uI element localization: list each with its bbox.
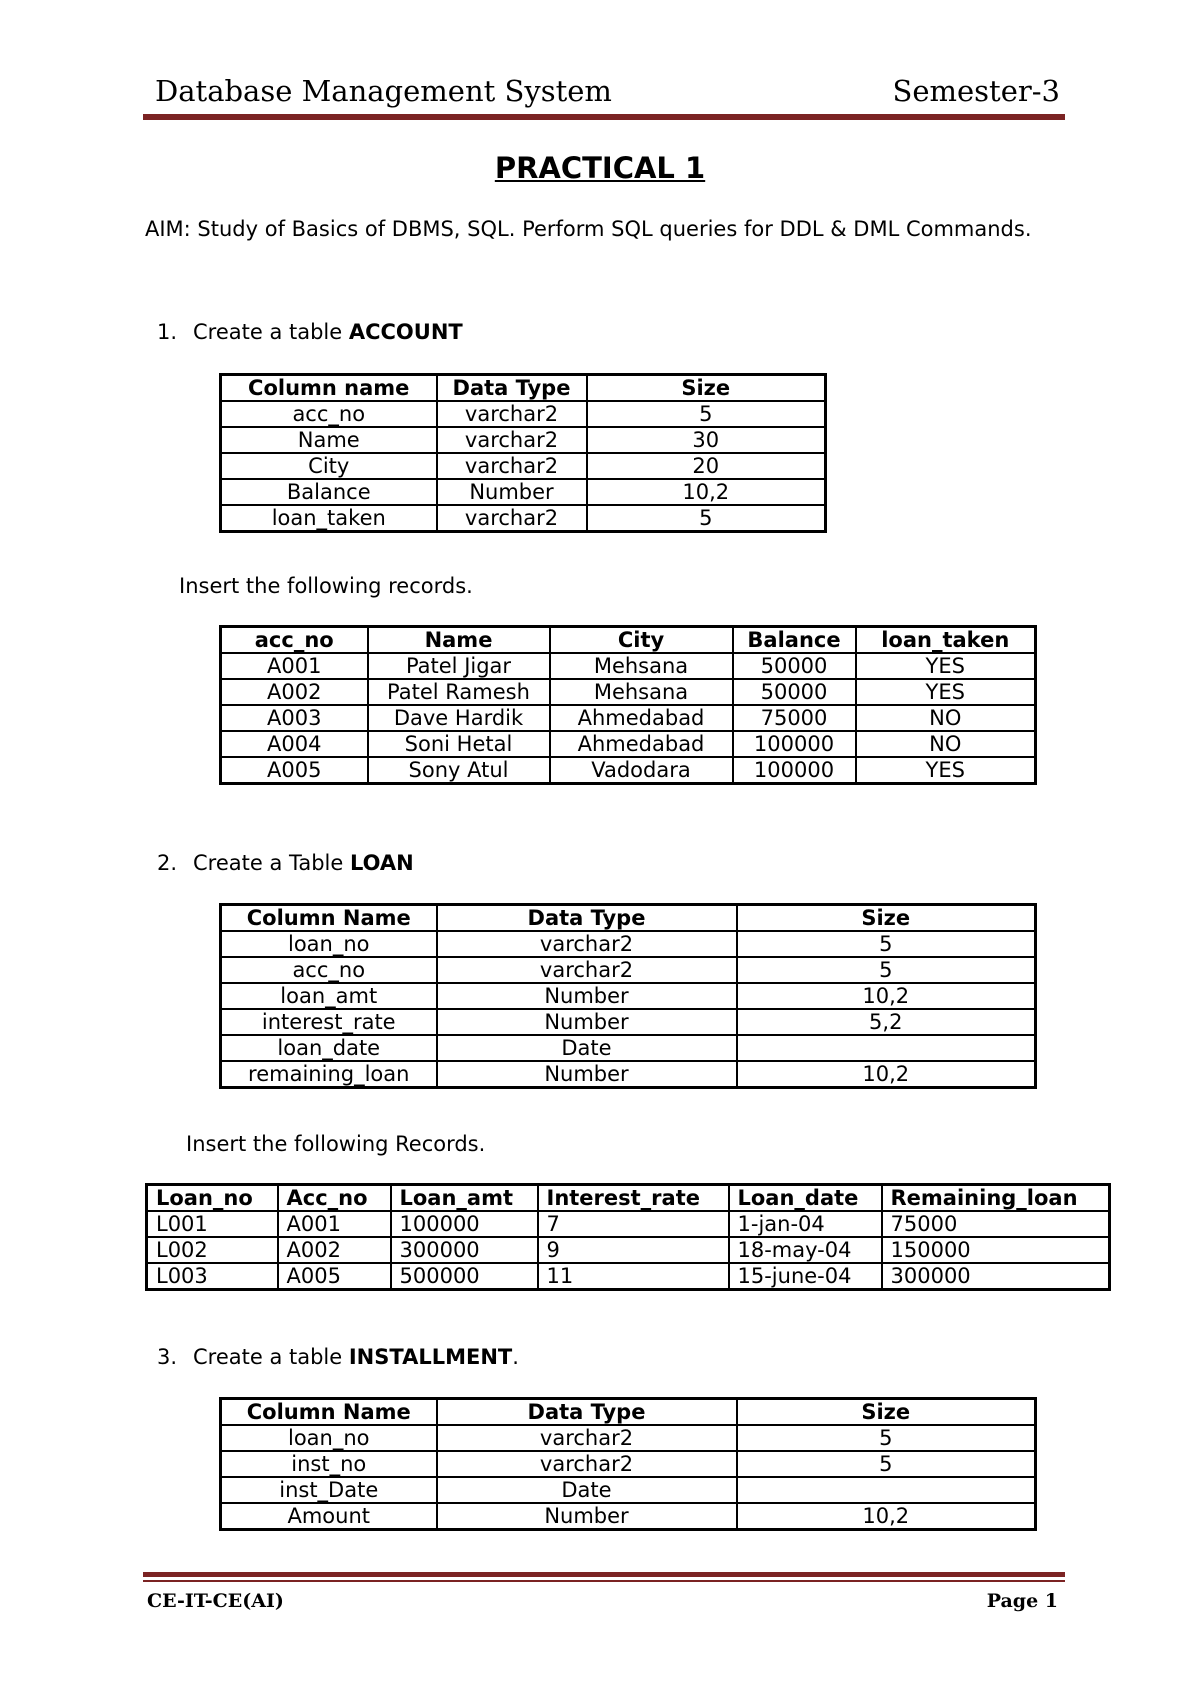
table-cell: varchar2 bbox=[437, 401, 587, 427]
table-cell: 300000 bbox=[882, 1263, 1110, 1290]
column-header: City bbox=[550, 627, 733, 654]
section-suffix: . bbox=[512, 1345, 519, 1369]
table-header-row bbox=[221, 1399, 1036, 1426]
table-cell: Name bbox=[221, 427, 437, 453]
table-cell: varchar2 bbox=[437, 453, 587, 479]
table-cell: 11 bbox=[538, 1263, 729, 1290]
table-row bbox=[221, 1477, 1036, 1503]
table-cell: varchar2 bbox=[437, 1425, 737, 1451]
section-number: 1. bbox=[157, 320, 178, 344]
account-records-table bbox=[219, 625, 1037, 785]
table-cell: YES bbox=[856, 679, 1036, 705]
table-cell: Number bbox=[437, 1061, 737, 1088]
table-cell: L001 bbox=[147, 1211, 278, 1237]
header-rule bbox=[143, 114, 1065, 120]
table-cell: 100000 bbox=[391, 1211, 538, 1237]
table-cell: Mehsana bbox=[550, 653, 733, 679]
footer-department: CE-IT-CE(AI) bbox=[147, 1590, 284, 1612]
section-text: Create a table bbox=[193, 320, 349, 344]
table-row bbox=[221, 479, 826, 505]
table-cell bbox=[737, 1035, 1036, 1061]
table-cell: varchar2 bbox=[437, 427, 587, 453]
table-cell: A005 bbox=[278, 1263, 391, 1290]
section-number: 2. bbox=[157, 851, 178, 875]
table-cell: loan_no bbox=[221, 931, 437, 957]
table-header-row bbox=[221, 627, 1036, 654]
table-cell: Patel Ramesh bbox=[368, 679, 550, 705]
table-row bbox=[221, 757, 1036, 784]
aim-paragraph: AIM: Study of Basics of DBMS, SQL. Perform SQL queries for DDL & DML Commands. bbox=[145, 217, 1032, 241]
table-cell: 10,2 bbox=[587, 479, 826, 505]
table-row bbox=[221, 983, 1036, 1009]
column-header: Name bbox=[368, 627, 550, 654]
table-cell: A003 bbox=[221, 705, 368, 731]
table-cell: 5 bbox=[737, 1425, 1036, 1451]
table-row bbox=[221, 1503, 1036, 1530]
account-insert-note: Insert the following records. bbox=[179, 574, 473, 598]
column-header: Data Type bbox=[437, 375, 587, 402]
table-cell: 5 bbox=[587, 401, 826, 427]
table-row bbox=[221, 705, 1036, 731]
document-header-semester: Semester-3 bbox=[892, 74, 1060, 108]
table-cell: Amount bbox=[221, 1503, 437, 1530]
table-cell: City bbox=[221, 453, 437, 479]
table-cell: Mehsana bbox=[550, 679, 733, 705]
table-row bbox=[147, 1263, 1110, 1290]
table-cell: YES bbox=[856, 757, 1036, 784]
table-row bbox=[221, 1035, 1036, 1061]
table-cell: loan_amt bbox=[221, 983, 437, 1009]
column-header: acc_no bbox=[221, 627, 368, 654]
table-cell: 9 bbox=[538, 1237, 729, 1263]
table-row bbox=[221, 731, 1036, 757]
table-row bbox=[221, 427, 826, 453]
table-row bbox=[221, 679, 1036, 705]
table-cell: 10,2 bbox=[737, 1503, 1036, 1530]
table-cell: acc_no bbox=[221, 401, 437, 427]
column-header: Size bbox=[737, 905, 1036, 932]
table-cell: 5 bbox=[737, 931, 1036, 957]
column-header: Column Name bbox=[221, 905, 437, 932]
table-cell: varchar2 bbox=[437, 957, 737, 983]
table-cell: 50000 bbox=[733, 653, 856, 679]
table-row bbox=[221, 957, 1036, 983]
table-row bbox=[221, 1009, 1036, 1035]
table-cell: A001 bbox=[278, 1211, 391, 1237]
table-cell: 75000 bbox=[733, 705, 856, 731]
section-number: 3. bbox=[157, 1345, 178, 1369]
table-cell: interest_rate bbox=[221, 1009, 437, 1035]
section-heading-installment bbox=[157, 1343, 519, 1371]
table-cell: A002 bbox=[278, 1237, 391, 1263]
table-cell: loan_taken bbox=[221, 505, 437, 532]
table-row bbox=[221, 1061, 1036, 1088]
table-cell: L002 bbox=[147, 1237, 278, 1263]
table-cell: 30 bbox=[587, 427, 826, 453]
table-cell: Soni Hetal bbox=[368, 731, 550, 757]
table-header-row bbox=[221, 905, 1036, 932]
table-cell: Number bbox=[437, 1503, 737, 1530]
table-cell: 20 bbox=[587, 453, 826, 479]
practical-title: PRACTICAL 1 bbox=[494, 151, 706, 185]
table-row bbox=[147, 1211, 1110, 1237]
table-header-row bbox=[221, 375, 826, 402]
table-cell: 50000 bbox=[733, 679, 856, 705]
table-cell: 7 bbox=[538, 1211, 729, 1237]
table-cell: Number bbox=[437, 479, 587, 505]
document-header-title: Database Management System bbox=[155, 74, 612, 108]
table-cell: inst_Date bbox=[221, 1477, 437, 1503]
loan-schema-table bbox=[219, 903, 1037, 1089]
table-cell: 500000 bbox=[391, 1263, 538, 1290]
table-row bbox=[221, 653, 1036, 679]
column-header: Acc_no bbox=[278, 1185, 391, 1212]
column-header: loan_taken bbox=[856, 627, 1036, 654]
section-table-name: INSTALLMENT bbox=[348, 1345, 513, 1369]
account-schema-table bbox=[219, 373, 827, 533]
table-cell: A005 bbox=[221, 757, 368, 784]
table-row bbox=[221, 1425, 1036, 1451]
table-row bbox=[221, 1451, 1036, 1477]
table-cell: 5 bbox=[737, 957, 1036, 983]
table-cell: Number bbox=[437, 1009, 737, 1035]
installment-schema-table bbox=[219, 1397, 1037, 1531]
table-cell: 1-jan-04 bbox=[729, 1211, 882, 1237]
loan-insert-note: Insert the following Records. bbox=[186, 1132, 486, 1156]
table-cell: Vadodara bbox=[550, 757, 733, 784]
table-cell: Ahmedabad bbox=[550, 731, 733, 757]
column-header: Loan_amt bbox=[391, 1185, 538, 1212]
column-header: Column name bbox=[221, 375, 437, 402]
table-cell: L003 bbox=[147, 1263, 278, 1290]
table-cell: 100000 bbox=[733, 757, 856, 784]
table-cell: 10,2 bbox=[737, 1061, 1036, 1088]
table-cell: 5 bbox=[587, 505, 826, 532]
table-row bbox=[221, 401, 826, 427]
section-heading-account bbox=[157, 318, 463, 346]
column-header: Column Name bbox=[221, 1399, 437, 1426]
column-header: Loan_date bbox=[729, 1185, 882, 1212]
footer-rule-thin bbox=[143, 1580, 1065, 1582]
column-header: Interest_rate bbox=[538, 1185, 729, 1212]
table-header-row bbox=[147, 1185, 1110, 1212]
table-cell: 10,2 bbox=[737, 983, 1036, 1009]
table-cell: YES bbox=[856, 653, 1036, 679]
section-text: Create a table bbox=[193, 1345, 349, 1369]
column-header: Balance bbox=[733, 627, 856, 654]
table-cell: Sony Atul bbox=[368, 757, 550, 784]
table-cell: NO bbox=[856, 731, 1036, 757]
table-cell: Patel Jigar bbox=[368, 653, 550, 679]
table-cell: 5 bbox=[737, 1451, 1036, 1477]
table-cell: loan_date bbox=[221, 1035, 437, 1061]
column-header: Data Type bbox=[437, 1399, 737, 1426]
section-text: Create a Table bbox=[193, 851, 350, 875]
table-cell: Balance bbox=[221, 479, 437, 505]
table-cell: loan_no bbox=[221, 1425, 437, 1451]
table-cell: Number bbox=[437, 983, 737, 1009]
section-table-name: ACCOUNT bbox=[348, 320, 463, 344]
table-cell: inst_no bbox=[221, 1451, 437, 1477]
loan-records-table bbox=[145, 1183, 1111, 1291]
table-cell: acc_no bbox=[221, 957, 437, 983]
section-table-name: LOAN bbox=[349, 851, 414, 875]
table-row bbox=[221, 453, 826, 479]
column-header: Loan_no bbox=[147, 1185, 278, 1212]
column-header: Size bbox=[737, 1399, 1036, 1426]
table-cell: 300000 bbox=[391, 1237, 538, 1263]
column-header: Remaining_loan bbox=[882, 1185, 1110, 1212]
table-cell: 18-may-04 bbox=[729, 1237, 882, 1263]
table-cell: 150000 bbox=[882, 1237, 1110, 1263]
table-cell: Date bbox=[437, 1477, 737, 1503]
footer-rule bbox=[143, 1572, 1065, 1577]
table-cell bbox=[737, 1477, 1036, 1503]
table-cell: 5,2 bbox=[737, 1009, 1036, 1035]
table-cell: remaining_loan bbox=[221, 1061, 437, 1088]
table-cell: Dave Hardik bbox=[368, 705, 550, 731]
table-cell: NO bbox=[856, 705, 1036, 731]
footer-page-number: Page 1 bbox=[986, 1590, 1058, 1612]
table-cell: 75000 bbox=[882, 1211, 1110, 1237]
table-row bbox=[147, 1237, 1110, 1263]
table-row bbox=[221, 505, 826, 532]
table-cell: Date bbox=[437, 1035, 737, 1061]
table-cell: varchar2 bbox=[437, 1451, 737, 1477]
table-cell: Ahmedabad bbox=[550, 705, 733, 731]
column-header: Data Type bbox=[437, 905, 737, 932]
table-cell: varchar2 bbox=[437, 505, 587, 532]
section-heading-loan bbox=[157, 849, 414, 877]
table-cell: 100000 bbox=[733, 731, 856, 757]
table-cell: 15-june-04 bbox=[729, 1263, 882, 1290]
table-cell: A001 bbox=[221, 653, 368, 679]
table-row bbox=[221, 931, 1036, 957]
table-cell: A004 bbox=[221, 731, 368, 757]
table-cell: A002 bbox=[221, 679, 368, 705]
column-header: Size bbox=[587, 375, 826, 402]
table-cell: varchar2 bbox=[437, 931, 737, 957]
